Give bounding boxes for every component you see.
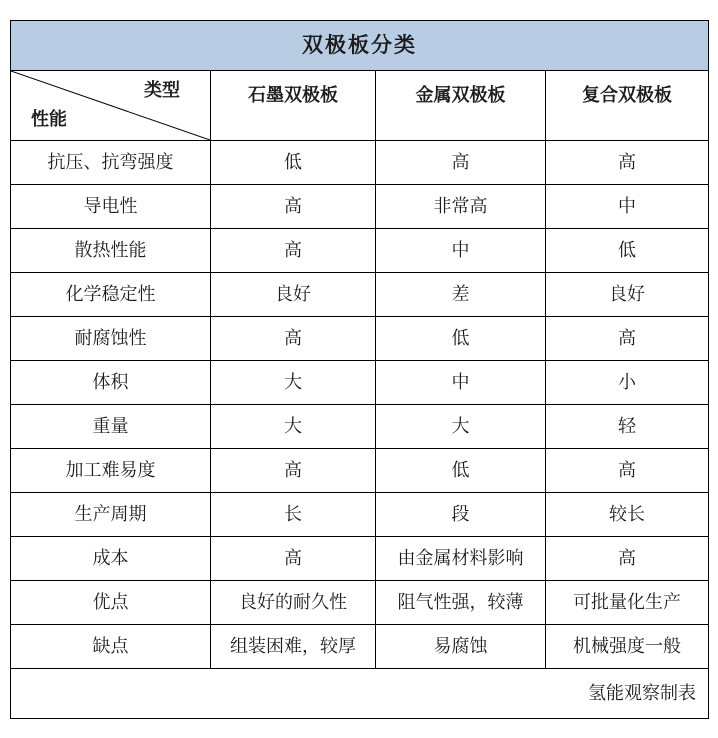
table-row <box>11 229 709 273</box>
cell: 良好 <box>546 273 709 317</box>
cell: 高 <box>546 141 709 185</box>
cell: 低 <box>546 229 709 273</box>
cell: 轻 <box>546 405 709 449</box>
cell: 组装困难，较厚 <box>211 625 376 669</box>
row-label: 耐腐蚀性 <box>11 317 211 361</box>
table-footer-row <box>11 669 709 719</box>
cell: 长 <box>211 493 376 537</box>
bipolar-plate-table <box>10 20 709 719</box>
cell: 中 <box>376 361 546 405</box>
column-header-metal: 金属双极板 <box>376 71 546 141</box>
cell: 大 <box>211 361 376 405</box>
cell: 中 <box>546 185 709 229</box>
cell: 高 <box>546 449 709 493</box>
cell: 低 <box>376 317 546 361</box>
cell: 良好的耐久性 <box>211 581 376 625</box>
footer-credit: 氢能观察制表 <box>11 669 709 719</box>
column-header-graphite: 石墨双极板 <box>211 71 376 141</box>
row-label: 重量 <box>11 405 211 449</box>
cell: 低 <box>376 449 546 493</box>
table-row <box>11 493 709 537</box>
row-label: 生产周期 <box>11 493 211 537</box>
column-header-composite: 复合双极板 <box>546 71 709 141</box>
cell: 易腐蚀 <box>376 625 546 669</box>
row-label: 散热性能 <box>11 229 211 273</box>
corner-label-performance: 性能 <box>31 109 67 130</box>
cell: 可批量化生产 <box>546 581 709 625</box>
cell: 段 <box>376 493 546 537</box>
cell: 大 <box>211 405 376 449</box>
table-row <box>11 581 709 625</box>
table-row <box>11 273 709 317</box>
cell: 大 <box>376 405 546 449</box>
cell: 差 <box>376 273 546 317</box>
table-row <box>11 537 709 581</box>
corner-label-type: 类型 <box>144 80 180 100</box>
table-row <box>11 449 709 493</box>
table-header-row <box>11 71 709 141</box>
row-label: 化学稳定性 <box>11 273 211 317</box>
cell: 非常高 <box>376 185 546 229</box>
row-label: 体积 <box>11 361 211 405</box>
cell: 高 <box>546 317 709 361</box>
cell: 高 <box>211 449 376 493</box>
table-row <box>11 361 709 405</box>
table-title-cell: 双极板分类 <box>11 21 709 71</box>
cell: 阻气性强，较薄 <box>376 581 546 625</box>
table-title-row <box>11 21 709 71</box>
table-row <box>11 405 709 449</box>
row-label: 成本 <box>11 537 211 581</box>
cell: 低 <box>211 141 376 185</box>
cell: 中 <box>376 229 546 273</box>
row-label: 优点 <box>11 581 211 625</box>
row-label: 抗压、抗弯强度 <box>11 141 211 185</box>
cell: 高 <box>211 229 376 273</box>
table-row <box>11 185 709 229</box>
table-row <box>11 625 709 669</box>
cell: 高 <box>211 185 376 229</box>
cell: 高 <box>211 537 376 581</box>
cell: 机械强度一般 <box>546 625 709 669</box>
cell: 高 <box>376 141 546 185</box>
cell: 高 <box>211 317 376 361</box>
cell: 由金属材料影响 <box>376 537 546 581</box>
row-label: 加工难易度 <box>11 449 211 493</box>
table-row <box>11 141 709 185</box>
cell: 较长 <box>546 493 709 537</box>
table-row <box>11 317 709 361</box>
cell: 高 <box>546 537 709 581</box>
cell: 良好 <box>211 273 376 317</box>
row-label: 导电性 <box>11 185 211 229</box>
cell: 小 <box>546 361 709 405</box>
row-label: 缺点 <box>11 625 211 669</box>
corner-header-cell <box>11 71 211 141</box>
